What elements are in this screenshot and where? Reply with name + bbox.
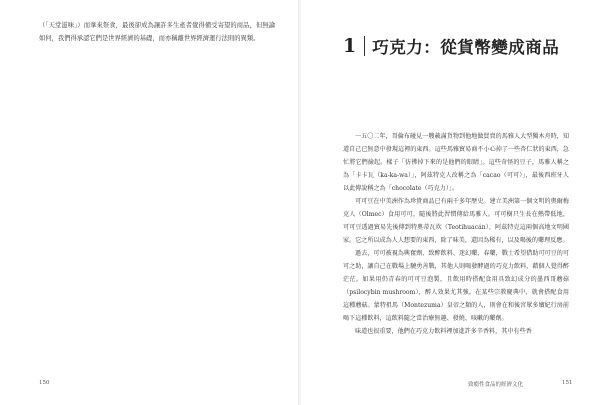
left-page-number: 150	[39, 380, 50, 386]
body-paragraph: 過去，可可被視為興奮劑、致醉飲料、迷幻藥、春藥，戰士希望借助可可豆的可可之助，讓自己在戰場上驍勇善戰，其他人則喝發酵過的巧克力飲料，藉個人覺得醉茫茫。如果用仍青春的可可豆泡製，且飲用時搭配食用具致幻成分的墨西哥蘑菇（psilocybin mushroom），醉人效果尤其強。在某些宗教慶典中，就會搭配食用這種蘑菇。蒙特祖馬（Montezuma）皇帝之類的人，則會在和後宮眾多嬪妃行房前喝下這種飲料，這飲料隨之當治療無趣、發燒、咳嗽的藥劑。	[343, 250, 569, 322]
left-page	[0, 0, 299, 405]
chapter-heading	[343, 34, 559, 58]
chapter-title: 巧克力：從貨幣變成商品	[372, 38, 560, 57]
body-paragraph: 可可豆在中美洲作為珍貴商品已有兩千多年歷史。建立美洲第一個文明的奧爾梅克人（Olmec）食用可可，隨後將此習慣傳給馬雅人。可可樹只生長在熱帶低地，可可豆透過貿易先後傳到特奧蒂瓦坎（Teotihuacán），阿茲特克這兩個高地文明國家。它之所以成為人人想要的東西，除了味美，還因為稀有，以及喝後的藥理反應。	[343, 198, 569, 244]
chapter-number: 1	[343, 35, 357, 57]
chapter-separator	[364, 36, 365, 56]
body-paragraph: 味道也很重要，他們在巧克力飲料裡加進許多辛香料，其中有些香	[355, 328, 532, 335]
left-page-paragraph: （「天堂滋味」）而拿來祭食，最後卻成為讓許多生產者覺得備受寄望的商品，但無論如何，我們得承認它們是世界經濟的基礎，而亦稱離世界經濟運行法則的異類。	[39, 22, 275, 42]
body-paragraph: 一五〇二年，哥倫布碰見一艘載滿貨物到他地做買賣的馬雅人大型獨木舟時，知道自己已無意中發現這裡的東西。這些馬雅貿易商不小心掉了一些杏仁狀的東西，急忙將它們撿起。樣子「彷彿掉下來的是他們的眼睛」。這些奇怪的豆子，馬雅人稱之為「卡卡瓦（ka-ka-wa）」，阿茲特克人改稱之為「cacao（可可）」，最後西班牙人以此傳說稱之為「chocolate（巧克力）」。	[343, 133, 569, 192]
running-title: 致瘾性食品的經濟文化	[468, 382, 524, 388]
right-page-body	[343, 130, 569, 338]
right-page-number: 151	[562, 380, 573, 386]
